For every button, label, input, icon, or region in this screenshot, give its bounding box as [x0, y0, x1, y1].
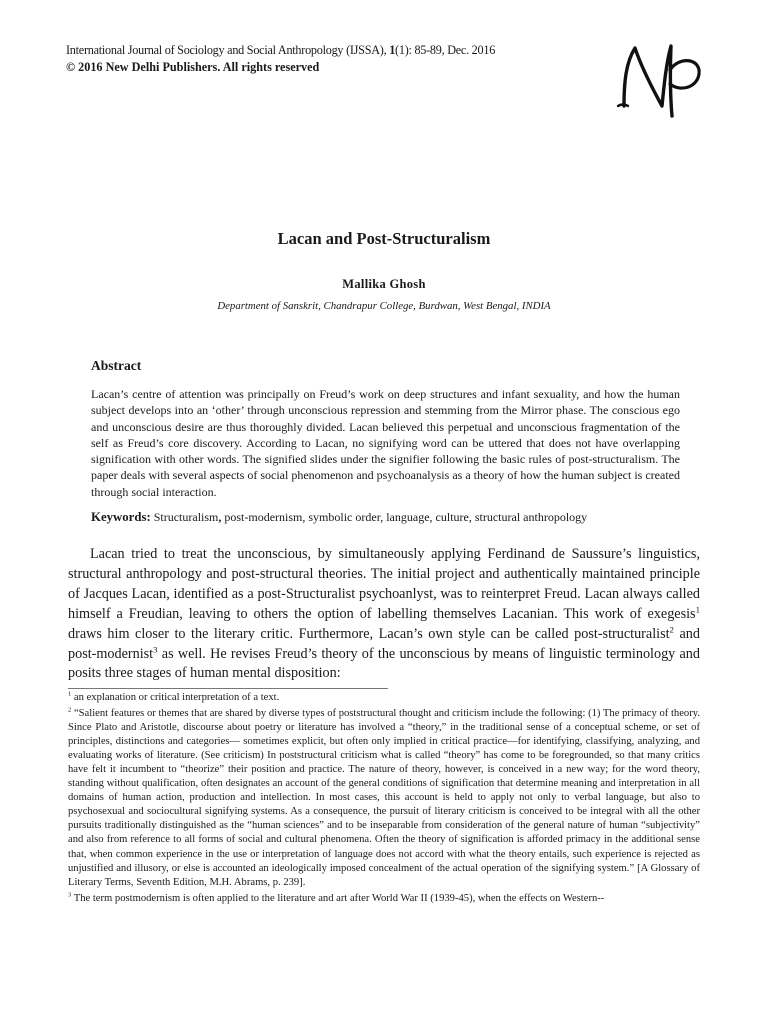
journal-issue-pages: (1): 85-89, Dec. 2016: [395, 43, 496, 57]
footnotes: [68, 691, 700, 908]
footnote-ref-3[interactable]: 3: [153, 643, 158, 654]
footnote-divider: [68, 688, 388, 689]
ndp-logo-icon: [604, 40, 704, 118]
author-name: Mallika Ghosh: [342, 277, 426, 291]
footnote-2: [68, 707, 700, 890]
journal-header: [66, 42, 626, 76]
footnote-1: [68, 691, 700, 705]
author-affiliation: Department of Sanskrit, Chandrapur College, Burdwan, West Bengal, INDIA: [217, 300, 551, 312]
body-text-segment: draws him closer to the literary critic. Furthermore, Lacan’s own style can be called post-structuralist: [68, 625, 670, 642]
journal-name: International Journal of Sociology and Social Anthropology (IJSSA),: [66, 43, 387, 57]
footnote-mark: 2: [68, 706, 72, 714]
footnote-mark: 1: [68, 690, 72, 698]
footnote-mark: 3: [68, 891, 72, 899]
body-text-segment: and post-modernist: [68, 625, 700, 662]
keywords-label: Keywords:: [91, 510, 151, 524]
keywords-line: [91, 510, 691, 525]
footnote-text: an explanation or critical interpretation of a text.: [71, 692, 280, 703]
footnote-3: [68, 892, 700, 906]
article-title: Lacan and Post-Structuralism: [277, 229, 491, 248]
footnote-ref-2[interactable]: 2: [669, 623, 674, 634]
journal-volume: 1: [389, 43, 396, 57]
copyright-notice: © 2016 New Delhi Publishers. All rights reserved: [66, 60, 320, 74]
journal-citation: [66, 42, 626, 59]
body-text-segment: as well. He revises Freud’s theory of the unconscious by means of linguistic terminology and posits three stages of human mental disposition:: [68, 645, 700, 682]
body-text-segment: Lacan tried to treat the unconscious, by simultaneously applying Ferdinand de Saussure’s linguistics, structural anthropology and post-structural theories. The initial project and authentically maintained principle of Jacques Lacan, identified as a post-Structuralist psychoanlyst, was to reinterpret Freud. Lacan always called himself a Freudian, leaving to others the option of labelling themselves Lacanian. This work of exegesis: [68, 546, 700, 622]
keywords-list: post-modernism, symbolic order, language, culture, structural anthropology: [221, 510, 588, 524]
footnote-text: The term postmodernism is often applied to the literature and art after World War II (1939-45), when the effects on Western--: [71, 892, 605, 904]
footnote-text: “Salient features or themes that are shared by diverse types of poststructural thought and criticism include the following: (1) The primacy of theory. Since Plato and Aristotle, discourse about poetry or literature has involved a “theory,” in the traditional sense of a conceptual scheme, or set of principles, distinctions and categories— sometimes explicit, but often only implied in critical practice—for identifying, classifying, analyzing, and evaluating works of literature. (See criticism) In poststructural criticism what is called “theory” has come to be foregrounded, so that many critics have felt it incumbent to “theorize” their position and practice. The nature of theory, however, is conceived in a new way; for the word theory, standing without qualification, often designates an account of the general conditions of signification that determine meaning and interpretation in all domains of human action, production and intellection. In most cases, this account is held to apply not only to verbal language, but also to psychosexual and sociocultural signifying systems. As a consequence, the pursuit of literary criticism is conceived to be integral with all the other pursuits traditionally distinguished as the “human sciences” and to be inseparable from consideration of the general nature of human “subjectivity” and also from reference to all forms of social and cultural phenomena. Often the theory of signification is afforded primacy in the additional sense that, when common experience in the use or interpretation of language does not accord with what the theory entails, such experience is rejected as unjustified and illusory, or else is accounted an ideologically imposed concealment of the actual operation of the signifying system.” [A Glossary of Literary Terms, Seventh Edition, M.H. Abrams, p. 239].: [68, 708, 700, 888]
footnote-ref-1[interactable]: 1: [695, 603, 700, 614]
body-paragraph: [68, 545, 700, 684]
keyword-first: Structuralism: [153, 510, 219, 524]
abstract-heading: Abstract: [91, 358, 142, 373]
keyword-separator: ,: [218, 510, 222, 524]
abstract-text: Lacan’s centre of attention was principally on Freud’s work on deep structures and infant sexuality, and how the human subject develops into an ‘other’ through unconscious repression and stemming from the Mirror phase. The conscious ego and unconscious desire are thus thoroughly divided. Lacan believed this perpetual and unconscious fragmentation of the self as Freud’s core discovery. According to Lacan, no signifying word can be uttered that does not have overlapping signification with other words. The signified slides under the signifier following the basic rules of post-structuralism. The paper deals with several aspects of social phenomenon and psychoanalysis as a theory of how the human subject is created through social interaction.: [91, 387, 680, 499]
